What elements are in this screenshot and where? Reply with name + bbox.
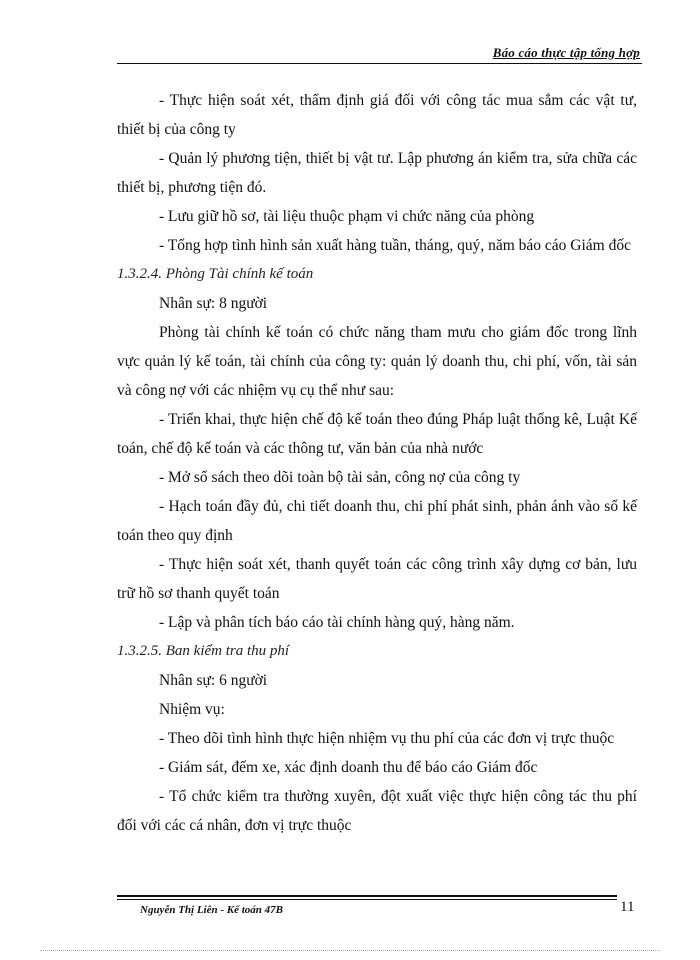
page-number: 11 xyxy=(620,899,635,915)
header-title: Báo cáo thực tập tổng hợp xyxy=(492,45,640,60)
paragraph: Nhiệm vụ: xyxy=(159,701,225,718)
paragraph: - Triển khai, thực hiện chế độ kế toán theo đúng Pháp luật thống kê, Luật Kế toán, chế độ kế toán và các thông tư, văn bản của nhà nước xyxy=(117,411,637,457)
paragraph: - Theo dõi tình hình thực hiện nhiệm vụ thu phí của các đơn vị trực thuộc xyxy=(159,730,615,747)
paragraph: - Lưu giữ hồ sơ, tài liệu thuộc phạm vi chức năng của phòng xyxy=(159,208,535,225)
footer-rule-thin xyxy=(117,899,617,900)
paragraph: - Thực hiện soát xét, thanh quyết toán các công trình xây dựng cơ bản, lưu trữ hồ sơ thanh quyết toán xyxy=(117,556,637,602)
paragraph: - Mở sổ sách theo dõi toàn bộ tài sản, công nợ của công ty xyxy=(159,469,521,486)
footer-author: Nguyễn Thị Liên - Kế toán 47B xyxy=(140,904,284,916)
document-body xyxy=(117,86,637,840)
paragraph: - Thực hiện soát xét, thẩm định giá đối với công tác mua sắm các vật tư, thiết bị của công ty xyxy=(117,92,637,138)
paragraph: - Hạch toán đầy đủ, chi tiết doanh thu, chi phí phát sinh, phản ánh vào sổ kế toán theo quy định xyxy=(117,498,637,544)
section-heading: 1.3.2.5. Ban kiểm tra thu phí xyxy=(117,643,290,659)
paragraph: - Tổng hợp tình hình sản xuất hàng tuần, tháng, quý, năm báo cáo Giám đốc xyxy=(159,237,631,254)
paragraph: Nhân sự: 6 người xyxy=(159,672,268,689)
paragraph: - Tổ chức kiểm tra thường xuyên, đột xuất việc thực hiện công tác thu phí đối với các cá nhân, đơn vị trực thuộc xyxy=(117,788,637,834)
paragraph: Nhân sự: 8 người xyxy=(159,295,268,312)
footer-rule xyxy=(117,895,617,897)
paragraph: - Quản lý phương tiện, thiết bị vật tư. Lập phương án kiểm tra, sửa chữa các thiết bị, phương tiện đó. xyxy=(117,150,637,196)
paragraph: Phòng tài chính kế toán có chức năng tham mưu cho giám đốc trong lĩnh vực quản lý kế toán, tài chính của công ty: quản lý doanh thu, chi phí, vốn, tài sản và công nợ với các nhiệm vụ cụ thể như sau: xyxy=(117,324,637,399)
paragraph: - Giám sát, đếm xe, xác định doanh thu để báo cáo Giám đốc xyxy=(159,759,538,776)
section-heading: 1.3.2.4. Phòng Tài chính kế toán xyxy=(117,266,314,282)
header-rule xyxy=(117,63,642,64)
page-edge-dots xyxy=(40,950,660,951)
paragraph: - Lập và phân tích báo cáo tài chính hàng quý, hàng năm. xyxy=(159,614,515,631)
